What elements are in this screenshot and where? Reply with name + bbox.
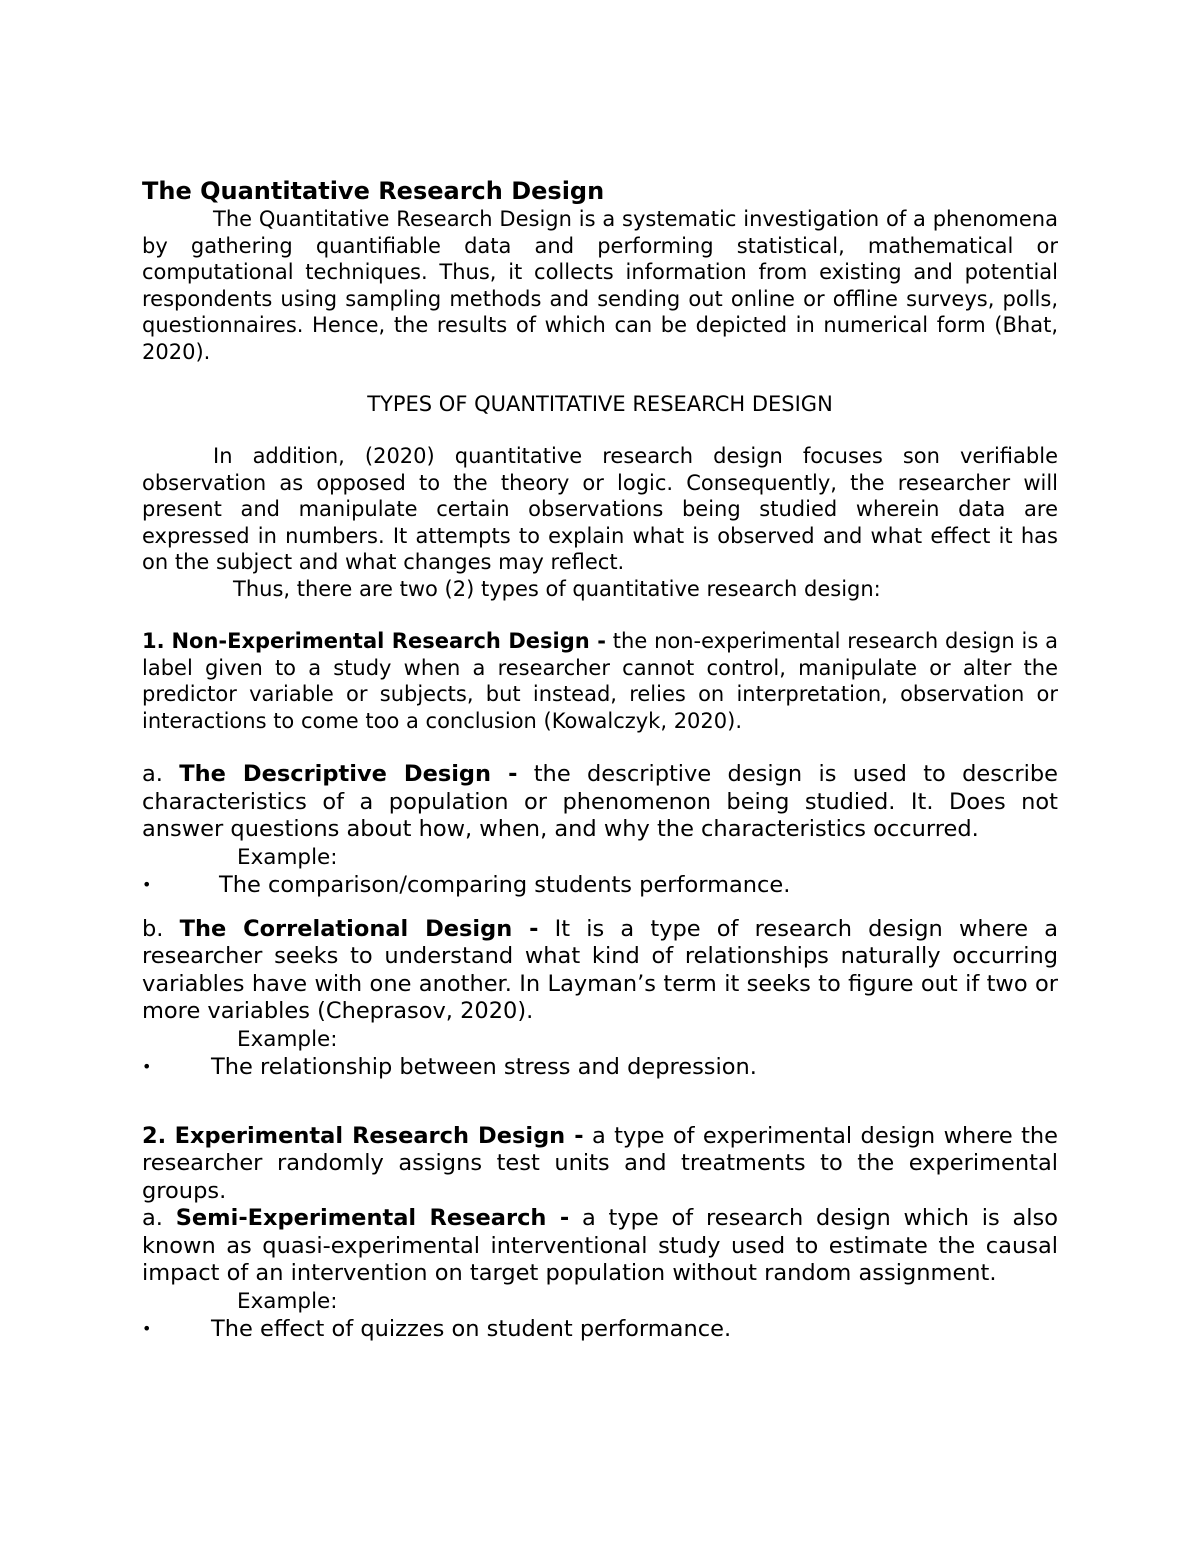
- non-experimental-section: [142, 628, 1058, 734]
- document-page: [142, 176, 1058, 1343]
- experimental-section: [142, 1123, 1058, 1206]
- types-heading: TYPES OF QUANTITATIVE RESEARCH DESIGN: [367, 392, 833, 416]
- correlational-section: [142, 916, 1058, 1026]
- bullet-icon: •: [142, 1318, 152, 1338]
- intro-paragraph: The Quantitative Research Design is a systematic investigation of a phenomena by gathering quantifiable data and performing statistical, mathematical or computational techniques. Thus, it collects information from existing and potential respondents using sampling methods and sending out online or offline surveys, polls, questionnaires. Hence, the results of which can be depicted in numerical form (Bhat, 2020).: [142, 207, 1058, 364]
- semi-experimental-example-text: The effect of quizzes on student performance.: [211, 1315, 732, 1342]
- semi-experimental-title: Semi-Experimental Research -: [175, 1205, 570, 1231]
- semi-experimental-example-item: [142, 1315, 1058, 1343]
- descriptive-example-text: The comparison/comparing students performance.: [219, 871, 791, 898]
- correlational-body: It is a type of research design where a researcher seeks to understand what kind of relationships naturally occurring variables have with one another. In Layman’s term it seeks to figure out if two or more variables (Cheprasov, 2020).: [142, 915, 1058, 1024]
- descriptive-body: the descriptive design is used to describe characteristics of a population or phenomenon being studied. It. Does not answer questions about how, when, and why the characteristics occurred.: [142, 761, 1058, 842]
- non-experimental-title: Non-Experimental Research Design -: [171, 629, 606, 653]
- descriptive-section: [142, 761, 1058, 844]
- non-experimental-body: the non-experimental research design is a label given to a study when a researcher cannot control, manipulate or alter the predictor variable or subjects, but instead, relies on interpretation, observation or interactions to come too a conclusion (Kowalczyk, 2020).: [142, 629, 1058, 733]
- bullet-icon: •: [142, 874, 152, 894]
- experimental-number: 2.: [142, 1122, 167, 1149]
- descriptive-example-label: Example:: [237, 844, 338, 870]
- semi-experimental-example-label: Example:: [237, 1288, 338, 1314]
- two-types-line: Thus, there are two (2) types of quantitative research design:: [233, 576, 881, 601]
- experimental-body: a type of experimental design where the researcher randomly assigns test units and treatments to the experimental groups.: [142, 1122, 1058, 1204]
- correlational-example-text: The relationship between stress and depression.: [211, 1053, 757, 1080]
- page-title: The Quantitative Research Design: [142, 177, 605, 205]
- correlational-letter: b.: [142, 915, 164, 942]
- non-experimental-number: 1.: [142, 629, 165, 653]
- descriptive-letter: a.: [142, 761, 163, 787]
- correlational-title: The Correlational Design -: [179, 915, 539, 942]
- addition-paragraph: In addition, (2020) quantitative research design focuses son verifiable observation as opposed to the theory or logic. Consequently, the researcher will present and manipulate certain observations being studied wherein data are expressed in numbers. It attempts to explain what is observed and what effect it has on the subject and what changes may reflect.: [142, 444, 1058, 574]
- semi-experimental-section: [142, 1205, 1058, 1288]
- descriptive-title: The Descriptive Design -: [179, 761, 518, 787]
- correlational-example-item: [142, 1053, 1058, 1081]
- semi-experimental-letter: a.: [142, 1205, 163, 1231]
- bullet-icon: •: [142, 1056, 152, 1076]
- experimental-title: Experimental Research Design -: [174, 1122, 584, 1149]
- semi-experimental-body: a type of research design which is also known as quasi-experimental interventional study used to estimate the causal impact of an intervention on target population without random assignment.: [142, 1205, 1059, 1286]
- descriptive-example-item: [142, 871, 1058, 899]
- correlational-example-label: Example:: [237, 1026, 338, 1052]
